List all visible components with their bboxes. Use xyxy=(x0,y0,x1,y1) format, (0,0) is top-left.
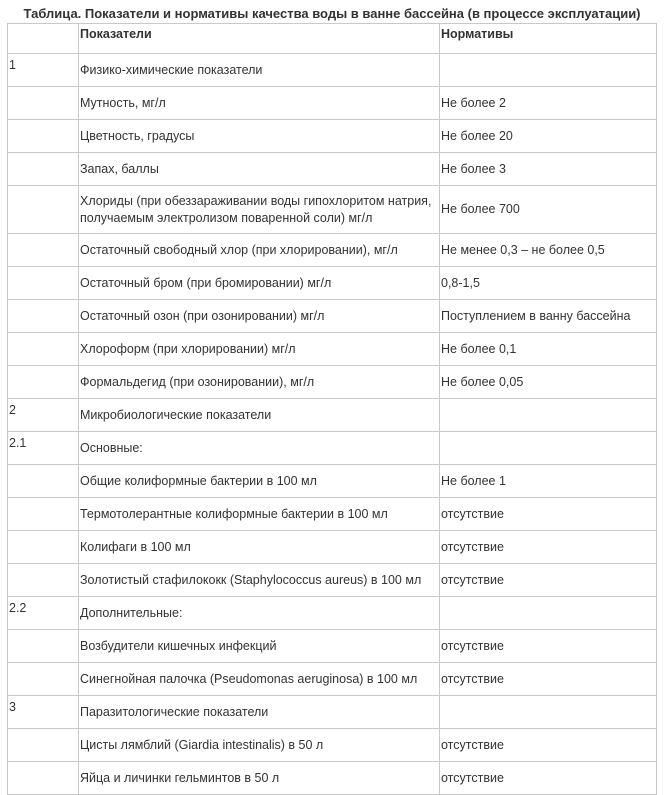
row-number-cell: 3 xyxy=(8,696,79,729)
row-number-cell xyxy=(8,762,79,795)
table-row xyxy=(8,663,657,696)
row-number-cell xyxy=(8,465,79,498)
row-number-cell xyxy=(8,267,79,300)
row-number-cell xyxy=(8,300,79,333)
row-number-cell xyxy=(8,120,79,153)
norm-cell: отсутствие xyxy=(440,498,657,531)
row-number-cell xyxy=(8,564,79,597)
norm-cell: Не более 2 xyxy=(440,87,657,120)
norm-cell: Не менее 0,3 – не более 0,5 xyxy=(440,234,657,267)
norm-cell xyxy=(440,399,657,432)
row-number-cell xyxy=(8,186,79,234)
indicator-cell: Формальдегид (при озонировании), мг/л xyxy=(79,366,440,399)
norm-cell: отсутствие xyxy=(440,531,657,564)
norm-cell: 0,8-1,5 xyxy=(440,267,657,300)
row-number-cell xyxy=(8,234,79,267)
norm-cell: Не более 0,1 xyxy=(440,333,657,366)
indicator-cell: Запах, баллы xyxy=(79,153,440,186)
indicator-cell: Основные: xyxy=(79,432,440,465)
indicator-cell: Цисты лямблий (Giardia intestinalis) в 50 л xyxy=(79,729,440,762)
indicator-cell: Возбудители кишечных инфекций xyxy=(79,630,440,663)
indicator-cell: Хлориды (при обеззараживании воды гипохлоритом натрия, получаемым электролизом поваренной соли) мг/л xyxy=(79,186,440,234)
row-number-cell: 2.1 xyxy=(8,432,79,465)
header-num xyxy=(8,24,79,54)
indicator-cell: Паразитологические показатели xyxy=(79,696,440,729)
norm-cell: отсутствие xyxy=(440,663,657,696)
row-number-cell xyxy=(8,153,79,186)
indicator-cell: Цветность, градусы xyxy=(79,120,440,153)
table-row xyxy=(8,498,657,531)
norm-cell: Не более 3 xyxy=(440,153,657,186)
indicator-cell: Колифаги в 100 мл xyxy=(79,531,440,564)
norm-cell: отсутствие xyxy=(440,564,657,597)
indicator-cell: Синегнойная палочка (Pseudomonas aeruginosa) в 100 мл xyxy=(79,663,440,696)
indicator-cell: Физико-химические показатели xyxy=(79,54,440,87)
table-row xyxy=(8,333,657,366)
norm-cell: Не более 0,05 xyxy=(440,366,657,399)
row-number-cell xyxy=(8,531,79,564)
row-number-cell: 2.2 xyxy=(8,597,79,630)
table-row xyxy=(8,300,657,333)
water-quality-table xyxy=(7,23,657,795)
indicator-cell: Общие колиформные бактерии в 100 мл xyxy=(79,465,440,498)
row-number-cell xyxy=(8,630,79,663)
table-row xyxy=(8,234,657,267)
table-row xyxy=(8,762,657,795)
table-group-row xyxy=(8,54,657,87)
table-group-row xyxy=(8,432,657,465)
table-row xyxy=(8,186,657,234)
indicator-cell: Золотистый стафилококк (Staphylococcus aureus) в 100 мл xyxy=(79,564,440,597)
row-number-cell xyxy=(8,498,79,531)
table-body xyxy=(8,54,657,795)
table-header-row xyxy=(8,24,657,54)
table-row xyxy=(8,465,657,498)
table-row xyxy=(8,630,657,663)
row-number-cell xyxy=(8,366,79,399)
indicator-cell: Хлороформ (при хлорировании) мг/л xyxy=(79,333,440,366)
indicator-cell: Остаточный озон (при озонировании) мг/л xyxy=(79,300,440,333)
table-group-row xyxy=(8,399,657,432)
footnote-cutoff xyxy=(7,731,657,736)
norm-cell: отсутствие xyxy=(440,729,657,762)
norm-cell: Не более 1 xyxy=(440,465,657,498)
norm-cell: Не более 700 xyxy=(440,186,657,234)
table-row xyxy=(8,87,657,120)
norm-cell: Поступлением в ванну бассейна xyxy=(440,300,657,333)
table-group-row xyxy=(8,597,657,630)
indicator-cell: Остаточный свободный хлор (при хлорировании), мг/л xyxy=(79,234,440,267)
norm-cell: отсутствие xyxy=(440,762,657,795)
table-row xyxy=(8,564,657,597)
header-indicator: Показатели xyxy=(79,24,440,54)
table-caption: Таблица. Показатели и нормативы качества воды в ванне бассейна (в процессе эксплуатации) xyxy=(23,6,641,21)
table-row xyxy=(8,153,657,186)
table-group-row xyxy=(8,696,657,729)
table-row xyxy=(8,267,657,300)
norm-cell xyxy=(440,597,657,630)
norm-cell: отсутствие xyxy=(440,630,657,663)
row-number-cell: 1 xyxy=(8,54,79,87)
row-number-cell xyxy=(8,663,79,696)
indicator-cell: Остаточный бром (при бромировании) мг/л xyxy=(79,267,440,300)
indicator-cell: Мутность, мг/л xyxy=(79,87,440,120)
norm-cell: Не более 20 xyxy=(440,120,657,153)
norm-cell xyxy=(440,432,657,465)
indicator-cell: Яйца и личинки гельминтов в 50 л xyxy=(79,762,440,795)
row-number-cell xyxy=(8,333,79,366)
table-row xyxy=(8,531,657,564)
row-number-cell: 2 xyxy=(8,399,79,432)
indicator-cell: Дополнительные: xyxy=(79,597,440,630)
header-norm: Нормативы xyxy=(440,24,657,54)
norm-cell xyxy=(440,696,657,729)
indicator-cell: Термотолерантные колиформные бактерии в 100 мл xyxy=(79,498,440,531)
indicator-cell: Микробиологические показатели xyxy=(79,399,440,432)
norm-cell xyxy=(440,54,657,87)
table-row xyxy=(8,366,657,399)
row-number-cell xyxy=(8,87,79,120)
table-row xyxy=(8,120,657,153)
